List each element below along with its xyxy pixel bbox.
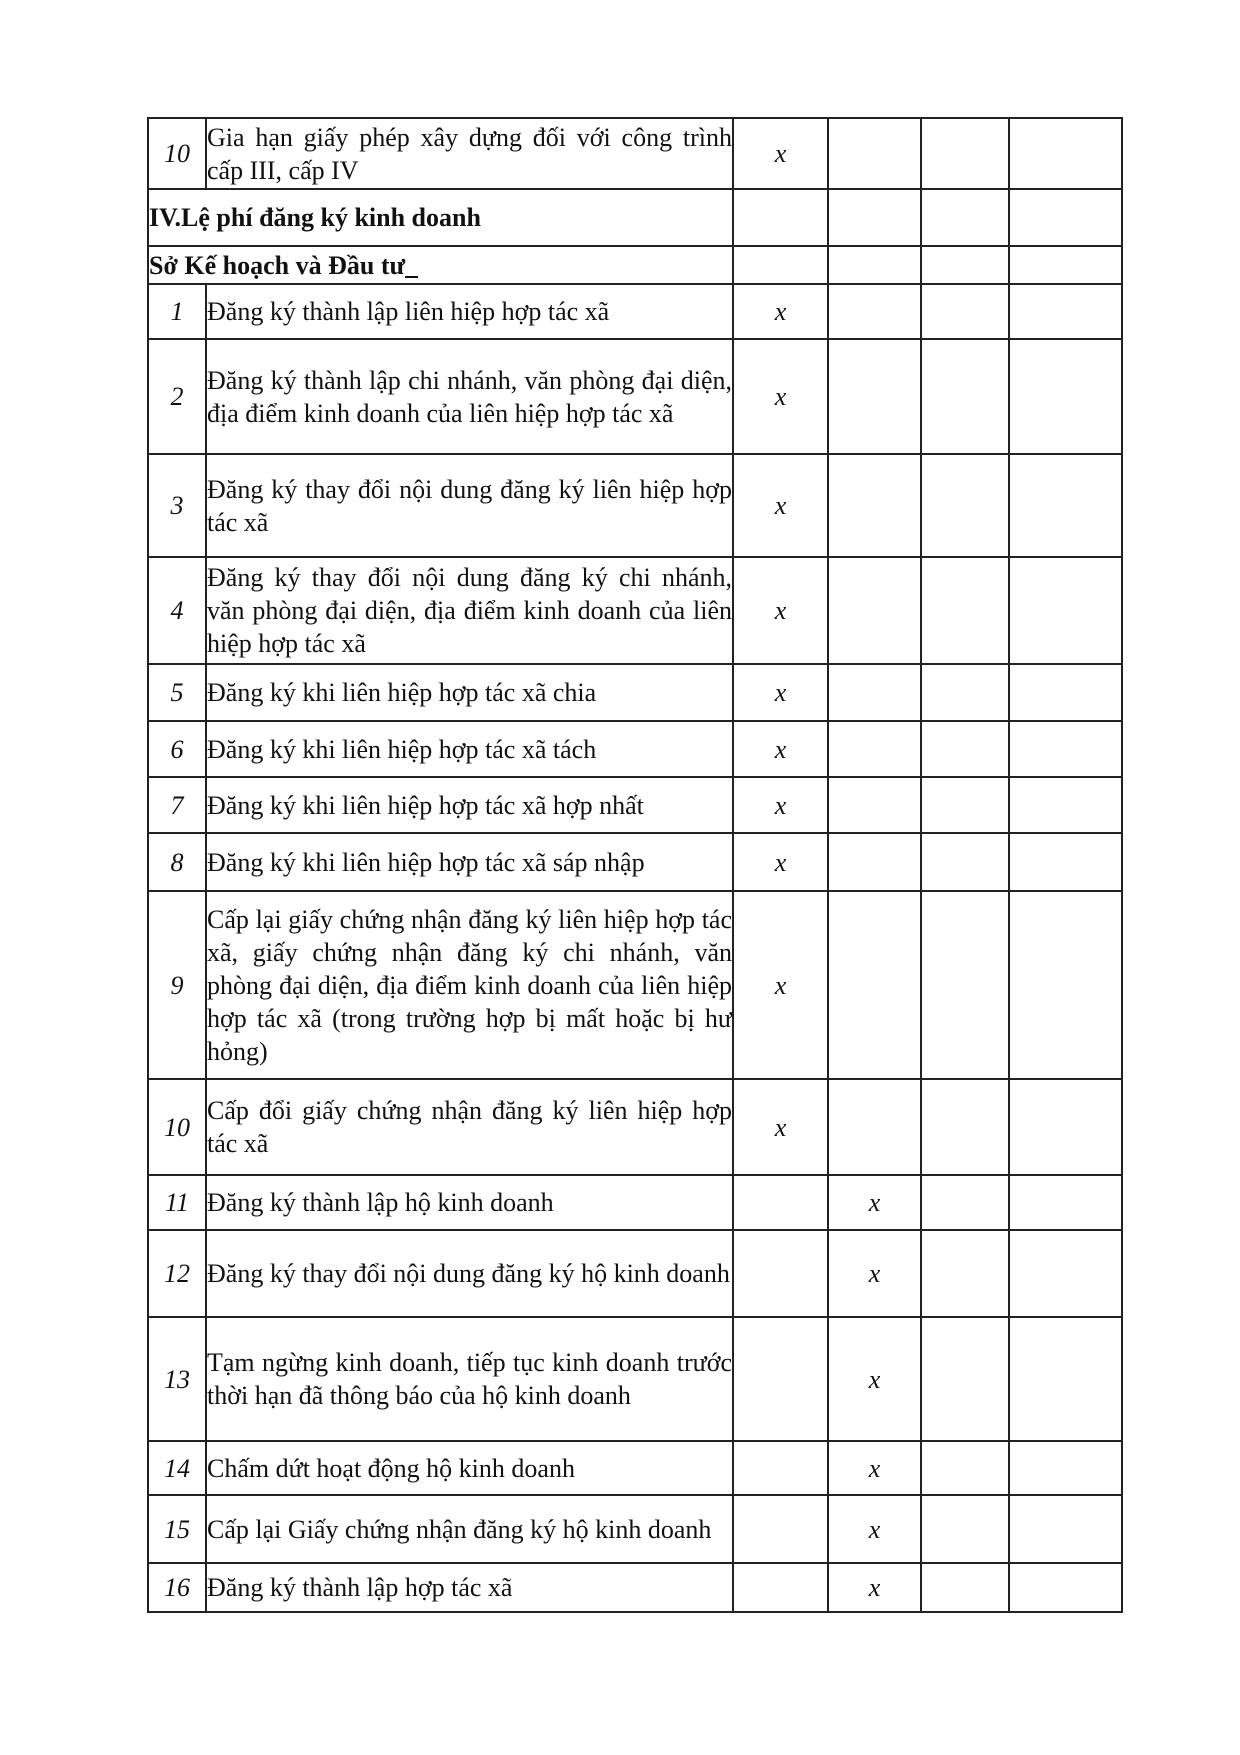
row-number: 2: [148, 339, 206, 454]
empty-cell: [1009, 777, 1122, 833]
check-mark: x: [733, 833, 828, 891]
procedure-name: Đăng ký khi liên hiệp hợp tác xã chia: [206, 664, 733, 721]
empty-cell: [828, 1079, 921, 1175]
empty-cell: [733, 189, 828, 246]
row-number: 11: [148, 1175, 206, 1230]
row-number: 9: [148, 891, 206, 1079]
check-mark: x: [733, 557, 828, 664]
empty-cell: [828, 189, 921, 246]
empty-cell: [733, 246, 828, 284]
empty-cell: [921, 1317, 1009, 1441]
procedure-name: Đăng ký thay đổi nội dung đăng ký liên hiệp hợp tác xã: [206, 454, 733, 557]
table-row: [148, 1175, 1122, 1230]
section-title-underline: [405, 251, 418, 280]
table-row: [148, 284, 1122, 339]
empty-cell: [1009, 1563, 1122, 1612]
check-mark: x: [733, 891, 828, 1079]
empty-cell: [733, 1563, 828, 1612]
empty-cell: [828, 721, 921, 777]
table-row: [148, 1079, 1122, 1175]
row-number: 8: [148, 833, 206, 891]
check-mark: x: [733, 721, 828, 777]
empty-cell: [1009, 1079, 1122, 1175]
empty-cell: [828, 454, 921, 557]
empty-cell: [1009, 833, 1122, 891]
empty-cell: [1009, 557, 1122, 664]
empty-cell: [828, 833, 921, 891]
procedure-name: Đăng ký khi liên hiệp hợp tác xã tách: [206, 721, 733, 777]
empty-cell: [1009, 118, 1122, 189]
check-mark: x: [828, 1317, 921, 1441]
check-mark: x: [828, 1175, 921, 1230]
section-row: [148, 246, 1122, 284]
empty-cell: [1009, 284, 1122, 339]
empty-cell: [921, 454, 1009, 557]
procedure-name: Đăng ký thay đổi nội dung đăng ký hộ kinh doanh: [206, 1230, 733, 1317]
check-mark: x: [733, 454, 828, 557]
empty-cell: [1009, 891, 1122, 1079]
empty-cell: [828, 118, 921, 189]
table-row: [148, 118, 1122, 189]
procedure-name: Gia hạn giấy phép xây dựng đối với công trình cấp III, cấp IV: [206, 118, 733, 189]
procedure-name: Chấm dứt hoạt động hộ kinh doanh: [206, 1441, 733, 1495]
empty-cell: [1009, 1175, 1122, 1230]
table-row: [148, 664, 1122, 721]
check-mark: x: [733, 339, 828, 454]
row-number: 10: [148, 1079, 206, 1175]
empty-cell: [828, 339, 921, 454]
row-number: 16: [148, 1563, 206, 1612]
row-number: 6: [148, 721, 206, 777]
empty-cell: [921, 1175, 1009, 1230]
section-title-text: Sở Kế hoạch và Đầu tư: [149, 250, 406, 280]
section-row: [148, 189, 1122, 246]
empty-cell: [921, 189, 1009, 246]
procedure-name: Đăng ký thành lập hợp tác xã: [206, 1563, 733, 1612]
fee-table: [147, 117, 1123, 1613]
empty-cell: [828, 777, 921, 833]
empty-cell: [921, 1563, 1009, 1612]
procedure-name: Tạm ngừng kinh doanh, tiếp tục kinh doanh trước thời hạn đã thông báo của hộ kinh doanh: [206, 1317, 733, 1441]
table-row: [148, 1317, 1122, 1441]
check-mark: x: [828, 1230, 921, 1317]
empty-cell: [733, 1441, 828, 1495]
check-mark: x: [733, 664, 828, 721]
empty-cell: [1009, 664, 1122, 721]
procedure-name: Đăng ký thay đổi nội dung đăng ký chi nhánh, văn phòng đại diện, địa điểm kinh doanh của liên hiệp hợp tác xã: [206, 557, 733, 664]
empty-cell: [921, 721, 1009, 777]
row-number: 7: [148, 777, 206, 833]
procedure-name: Đăng ký khi liên hiệp hợp tác xã sáp nhập: [206, 833, 733, 891]
empty-cell: [828, 557, 921, 664]
empty-cell: [921, 557, 1009, 664]
empty-cell: [921, 339, 1009, 454]
procedure-name: Cấp đổi giấy chứng nhận đăng ký liên hiệp hợp tác xã: [206, 1079, 733, 1175]
procedure-name: Đăng ký thành lập liên hiệp hợp tác xã: [206, 284, 733, 339]
row-number: 15: [148, 1495, 206, 1563]
section-title: [148, 189, 733, 246]
empty-cell: [921, 777, 1009, 833]
table-row: [148, 891, 1122, 1079]
check-mark: x: [733, 118, 828, 189]
empty-cell: [1009, 1230, 1122, 1317]
empty-cell: [1009, 454, 1122, 557]
empty-cell: [1009, 1317, 1122, 1441]
empty-cell: [1009, 1441, 1122, 1495]
check-mark: x: [828, 1563, 921, 1612]
empty-cell: [733, 1230, 828, 1317]
row-number: 4: [148, 557, 206, 664]
empty-cell: [733, 1495, 828, 1563]
check-mark: x: [733, 1079, 828, 1175]
empty-cell: [828, 891, 921, 1079]
empty-cell: [921, 833, 1009, 891]
row-number: 3: [148, 454, 206, 557]
empty-cell: [1009, 721, 1122, 777]
empty-cell: [1009, 1495, 1122, 1563]
empty-cell: [1009, 246, 1122, 284]
procedure-name: Đăng ký khi liên hiệp hợp tác xã hợp nhất: [206, 777, 733, 833]
empty-cell: [733, 1175, 828, 1230]
table-row: [148, 1441, 1122, 1495]
empty-cell: [921, 284, 1009, 339]
row-number: 12: [148, 1230, 206, 1317]
empty-cell: [921, 664, 1009, 721]
row-number: 1: [148, 284, 206, 339]
empty-cell: [828, 284, 921, 339]
row-number: 5: [148, 664, 206, 721]
section-title: [148, 246, 733, 284]
procedure-name: Cấp lại Giấy chứng nhận đăng ký hộ kinh doanh: [206, 1495, 733, 1563]
section-title-text: IV.Lệ phí đăng ký kinh doanh: [149, 203, 481, 232]
empty-cell: [828, 246, 921, 284]
check-mark: x: [733, 777, 828, 833]
row-number: 10: [148, 118, 206, 189]
empty-cell: [733, 1317, 828, 1441]
empty-cell: [921, 891, 1009, 1079]
empty-cell: [921, 118, 1009, 189]
empty-cell: [921, 1495, 1009, 1563]
empty-cell: [921, 246, 1009, 284]
empty-cell: [1009, 189, 1122, 246]
procedure-name: Đăng ký thành lập hộ kinh doanh: [206, 1175, 733, 1230]
table-row: [148, 557, 1122, 664]
table-row: [148, 1495, 1122, 1563]
table-row: [148, 454, 1122, 557]
procedure-name: Cấp lại giấy chứng nhận đăng ký liên hiệp hợp tác xã, giấy chứng nhận đăng ký chi nhánh, văn phòng đại diện, địa điểm kinh doanh của liên hiệp hợp tác xã (trong trường hợp bị mất hoặc bị hư hỏng): [206, 891, 733, 1079]
empty-cell: [921, 1079, 1009, 1175]
table-row: [148, 1230, 1122, 1317]
table-row: [148, 833, 1122, 891]
empty-cell: [828, 664, 921, 721]
table-row: [148, 1563, 1122, 1612]
row-number: 13: [148, 1317, 206, 1441]
row-number: 14: [148, 1441, 206, 1495]
check-mark: x: [828, 1441, 921, 1495]
empty-cell: [921, 1441, 1009, 1495]
table-row: [148, 721, 1122, 777]
empty-cell: [1009, 339, 1122, 454]
table-row: [148, 339, 1122, 454]
check-mark: x: [733, 284, 828, 339]
empty-cell: [921, 1230, 1009, 1317]
table-row: [148, 777, 1122, 833]
check-mark: x: [828, 1495, 921, 1563]
procedure-name: Đăng ký thành lập chi nhánh, văn phòng đại diện, địa điểm kinh doanh của liên hiệp hợp tác xã: [206, 339, 733, 454]
